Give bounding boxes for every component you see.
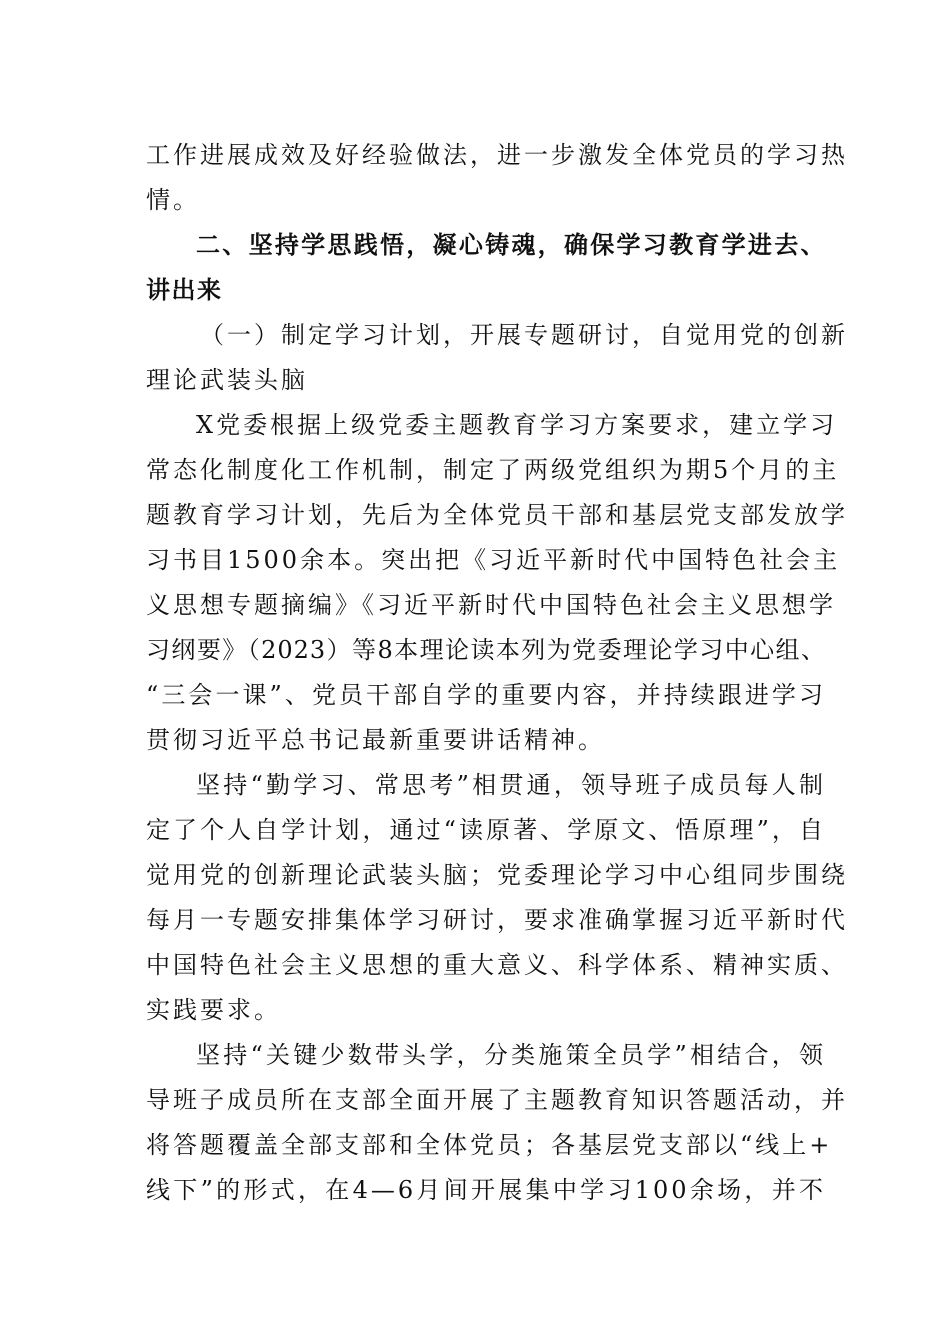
body-text-line: 将答题覆盖全部支部和全体党员；各基层党支部以“线上+ <box>146 1131 833 1159</box>
subsection-heading: 理论武装头脑 <box>146 366 308 394</box>
body-text-line: 坚持“勤学习、常思考”相贯通，领导班子成员每人制 <box>196 771 826 799</box>
body-text-line: 题教育学习计划，先后为全体党员干部和基层党支部发放学 <box>146 501 848 529</box>
body-text-line: 中国特色社会主义思想的重大意义、科学体系、精神实质、 <box>146 951 848 979</box>
body-text-line: 工作进展成效及好经验做法，进一步激发全体党员的学习热 <box>146 141 848 169</box>
body-text-line: 每月一专题安排集体学习研讨，要求准确掌握习近平新时代 <box>146 906 848 934</box>
body-text-line: 定了个人自学计划，通过“读原著、学原文、悟原理”，自 <box>146 816 826 844</box>
body-text-line: 实践要求。 <box>146 996 281 1024</box>
subsection-heading: （一）制定学习计划，开展专题研讨，自觉用党的创新 <box>200 321 848 349</box>
body-text-line: 觉用党的创新理论武装头脑；党委理论学习中心组同步围绕 <box>146 861 848 889</box>
section-heading: 二、坚持学思践悟，凝心铸魂，确保学习教育学进去、 <box>196 231 826 259</box>
body-text-line: “三会一课”、党员干部自学的重要内容，并持续跟进学习 <box>146 681 826 709</box>
body-text-line: 义思想专题摘编》《习近平新时代中国特色社会主义思想学 <box>146 591 836 619</box>
body-text-line: 情。 <box>146 186 200 214</box>
body-text-line: 坚持“关键少数带头学，分类施策全员学”相结合，领 <box>196 1041 826 1069</box>
body-text-line: 习纲要》（2023）等8本理论读本列为党委理论学习中心组、 <box>146 636 826 664</box>
body-text-line: 贯彻习近平总书记最新重要讲话精神。 <box>146 726 605 754</box>
body-text-line: 线下”的形式，在4—6月间开展集中学习100余场，并不 <box>146 1176 826 1204</box>
body-text-line: 常态化制度化工作机制，制定了两级党组织为期5个月的主 <box>146 456 840 484</box>
section-heading: 讲出来 <box>146 276 223 304</box>
body-text-line: 习书目1500余本。突出把《习近平新时代中国特色社会主 <box>146 546 841 574</box>
body-text-line: X党委根据上级党委主题教育学习方案要求，建立学习 <box>196 411 838 439</box>
body-text-line: 导班子成员所在支部全面开展了主题教育知识答题活动，并 <box>146 1086 848 1114</box>
